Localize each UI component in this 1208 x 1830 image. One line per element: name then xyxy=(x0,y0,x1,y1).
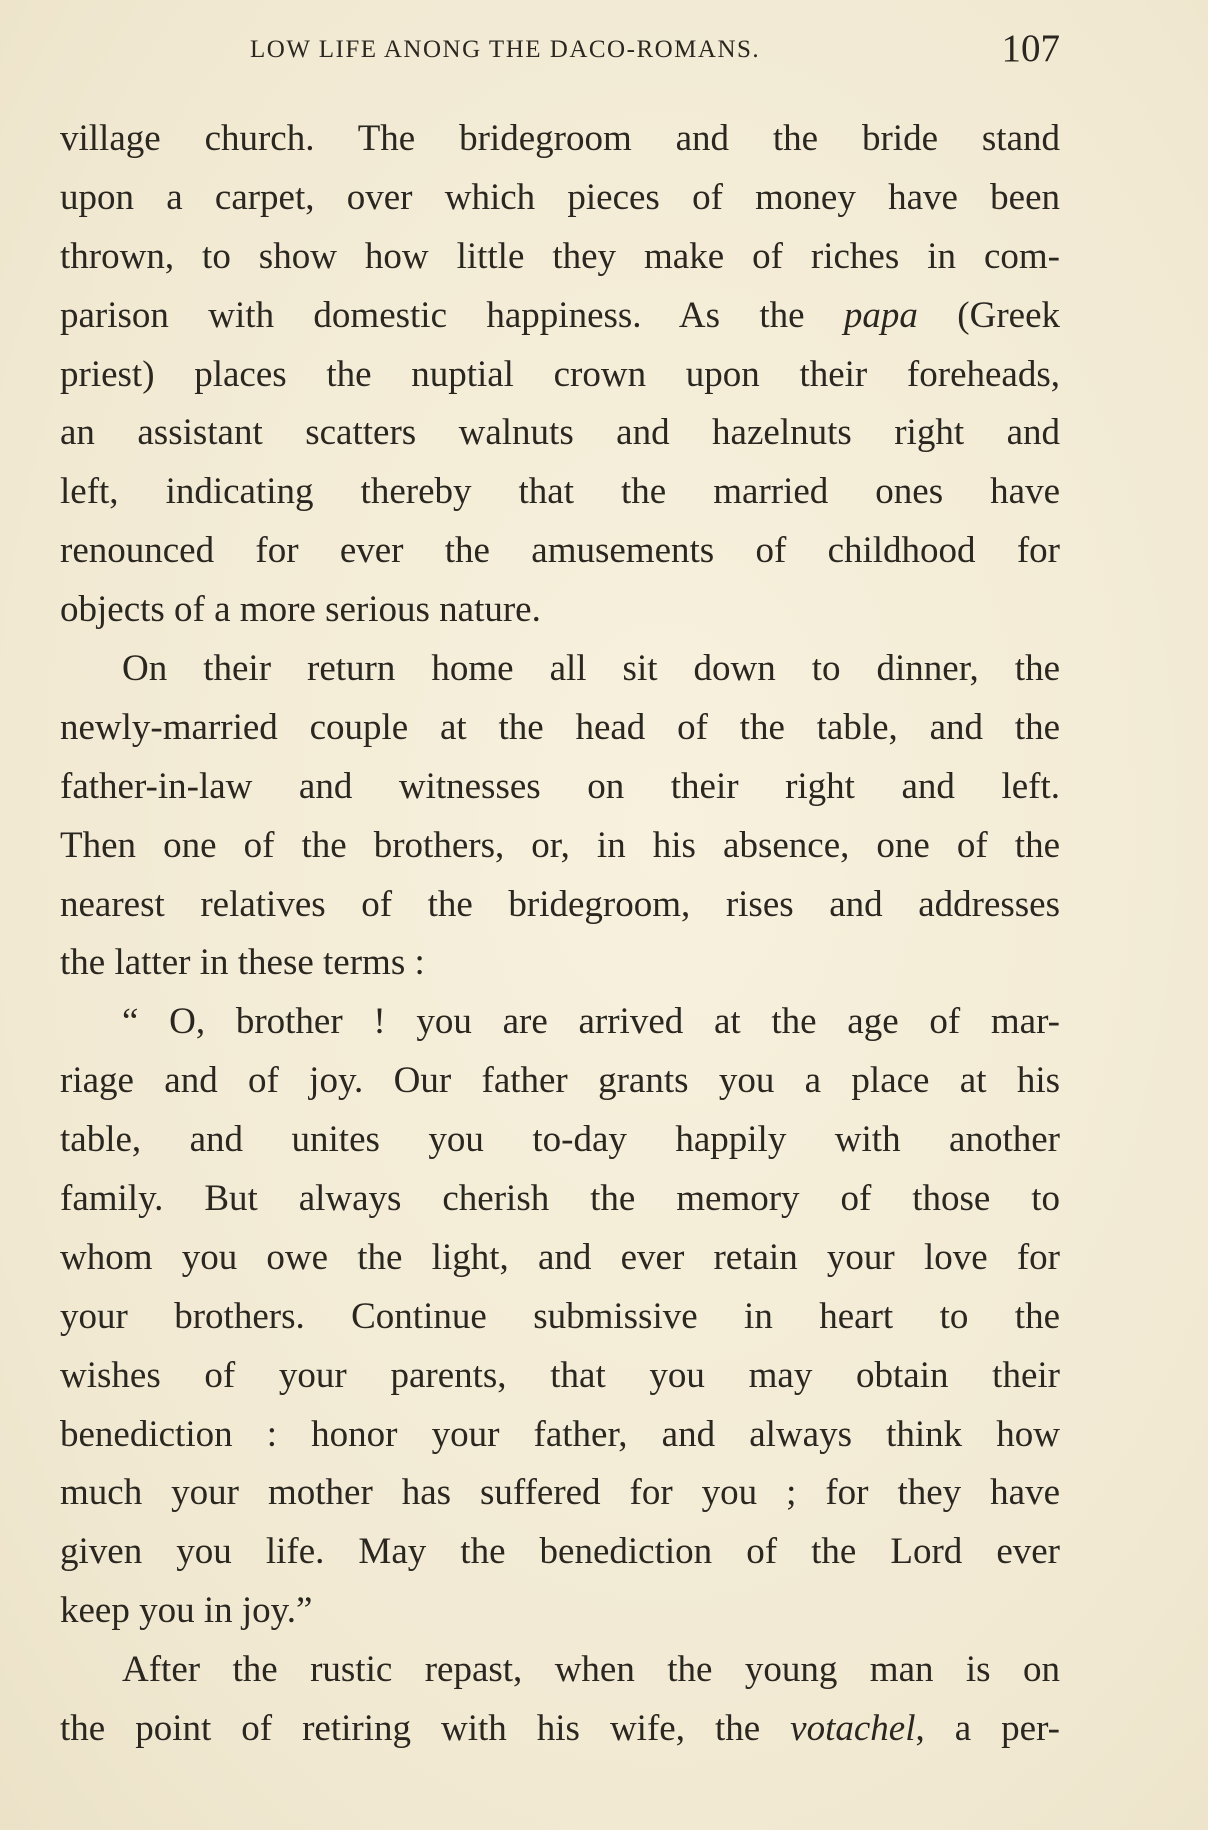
body-text xyxy=(60,110,1060,1759)
text-line: priest) places the nuptial crown upon their foreheads, xyxy=(60,353,1060,395)
text-line xyxy=(60,287,1060,346)
running-head xyxy=(60,26,1060,74)
text-line: Then one of the brothers, or, in his absence, one of the xyxy=(60,824,1060,866)
paragraph-start-line: After the rustic repast, when the young man is on xyxy=(122,1649,1060,1691)
text-line: upon a carpet, over which pieces of money have been xyxy=(60,176,1060,218)
text-line: nearest relatives of the bridegroom, rises and addresses xyxy=(60,883,1060,925)
paragraph-end-line: keep you in joy.” xyxy=(60,1590,313,1632)
text-line: thrown, to show how little they make of riches in com- xyxy=(60,235,1060,277)
page-number: 107 xyxy=(1001,27,1060,70)
text-line: wishes of your parents, that you may obtain their xyxy=(60,1354,1060,1396)
text-line: whom you owe the light, and ever retain your love for xyxy=(60,1236,1060,1278)
text-line: left, indicating thereby that the married ones have xyxy=(60,471,1060,513)
text-line: much your mother has suffered for you ; for they have xyxy=(60,1472,1060,1514)
italic-word: votachel xyxy=(790,1708,916,1750)
paragraph-end-line: objects of a more serious nature. xyxy=(60,589,541,631)
running-title: LOW LIFE ANONG THE DACO-ROMANS. xyxy=(250,36,761,63)
text-line: village church. The bridegroom and the bride stand xyxy=(60,118,1060,159)
text-line: renounced for ever the amusements of childhood for xyxy=(60,530,1060,572)
text-line: newly-married couple at the head of the table, and the xyxy=(60,706,1060,748)
text-line: your brothers. Continue submissive in heart to the xyxy=(60,1295,1060,1337)
text-line: father-in-law and witnesses on their right and left. xyxy=(60,765,1060,807)
paragraph-end-line: the latter in these terms : xyxy=(60,942,425,984)
text-line: benediction : honor your father, and always think how xyxy=(60,1413,1060,1455)
italic-word: papa xyxy=(843,294,918,336)
paragraph-start-line: “ O, brother ! you are arrived at the age of mar- xyxy=(122,1001,1060,1043)
text-line: given you life. May the benediction of the Lord ever xyxy=(60,1531,1060,1573)
text-line: table, and unites you to-day happily with another xyxy=(60,1119,1060,1161)
text-run: (Greek xyxy=(917,294,1060,336)
text-run: parison with domestic happiness. As the xyxy=(60,294,844,336)
text-line: riage and of joy. Our father grants you a place at his xyxy=(60,1060,1060,1102)
paragraph-start-line: On their return home all sit down to dinner, the xyxy=(122,648,1060,690)
text-line: family. But always cherish the memory of those to xyxy=(60,1178,1060,1220)
text-run: , a per- xyxy=(915,1708,1060,1750)
text-line: an assistant scatters walnuts and hazelnuts right and xyxy=(60,412,1060,454)
text-run: the point of retiring with his wife, the xyxy=(60,1708,791,1750)
text-line xyxy=(60,1700,1060,1759)
